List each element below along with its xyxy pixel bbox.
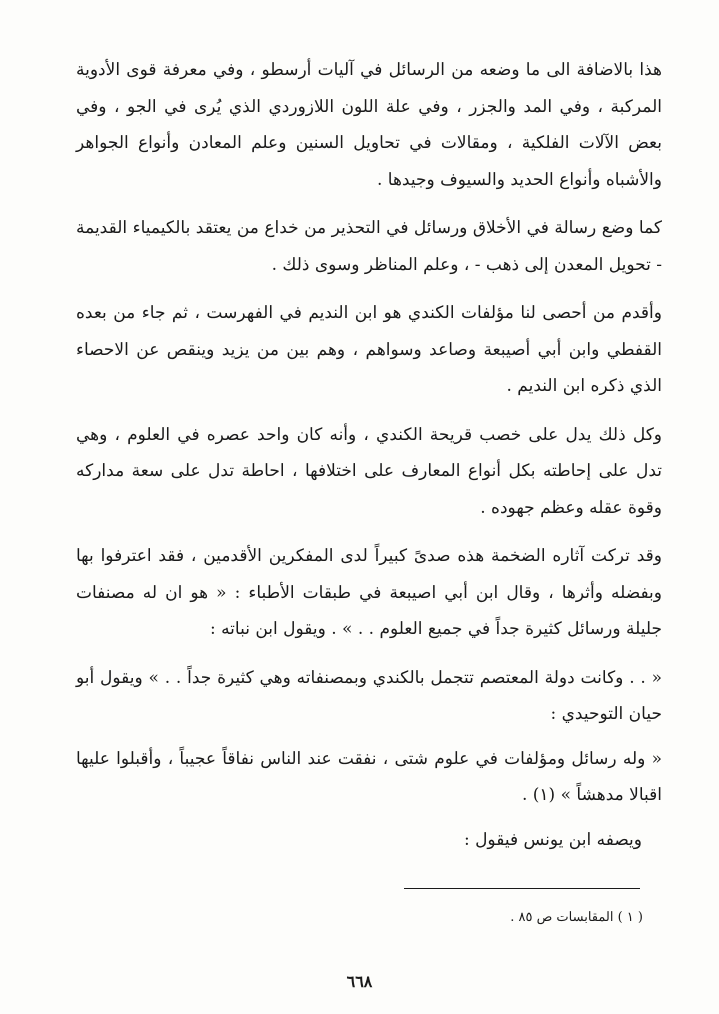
page-number: ٦٦٨ bbox=[346, 972, 373, 991]
paragraph-1: هذا بالاضافة الى ما وضعه من الرسائل في آليات أرسطو ، وفي معرفة قوى الأدوية المركبة ، وفي المد والجزر ، وفي علة اللون اللازوردي الذي يُرى في الجو ، وفي بعض الآلات الفلكية ، ومقالات في تحاويل السنين وعلم المعادن وأنواع الجواهر والأشباه وأنواع الحديد والسيوف وجيدها . bbox=[76, 60, 662, 190]
quote-tawhidi: « وله رسائل ومؤلفات في علوم شتى ، نفقت عند الناس نفاقاً عجيباً ، وأقبلوا عليها اقبالا مدهشاً » (١) . bbox=[76, 748, 662, 805]
paragraph-3: وأقدم من أحصى لنا مؤلفات الكندي هو ابن النديم في الفهرست ، ثم جاء من بعده القفطي وابن أبي أصيبعة وصاعد وسواهم ، وهم بين من يزيد وينقص عن الاحصاء الذي ذكره ابن النديم . bbox=[76, 303, 662, 396]
paragraph-5: وقد تركت آثاره الضخمة هذه صدىً كبيراً لدى المفكرين الأقدمين ، فقد اعترفوا بها وبفضله وأثرها ، وقال ابن أبي اصيبعة في طبقات الأطباء : « هو ان له مصنفات جليلة ورسائل كثيرة جداً في جميع العلوم . . » . ويقول ابن نباته : bbox=[76, 546, 662, 639]
main-text bbox=[76, 52, 662, 870]
paragraph-4: وكل ذلك يدل على خصب قريحة الكندي ، وأنه كان واحد عصره في العلوم ، وهي تدل على إحاطته بكل أنواع المعارف على اختلافها ، احاطة تدل على سعة مداركه وقوة عقله وعظم جهوده . bbox=[76, 424, 662, 518]
footnote: ( ١ ) المقابسات ص ٨٥ . bbox=[510, 910, 643, 925]
quote-ibn-nubata: « . . وكانت دولة المعتصم تتجمل بالكندي وبمصنفاته وهي كثيرة جداً . . » ويقول أبو حيان التوحيدي : bbox=[76, 667, 662, 724]
footnote-divider bbox=[404, 888, 640, 889]
paragraph-2: كما وضع رسالة في الأخلاق ورسائل في التحذير من خداع من يعتقد بالكيمياء القديمة - تحويل المعدن إلى ذهب - ، وعلم المناظر وسوى ذلك . bbox=[76, 218, 662, 275]
paragraph-ibn-yunus: ويصفه ابن يونس فيقول : bbox=[463, 829, 642, 850]
